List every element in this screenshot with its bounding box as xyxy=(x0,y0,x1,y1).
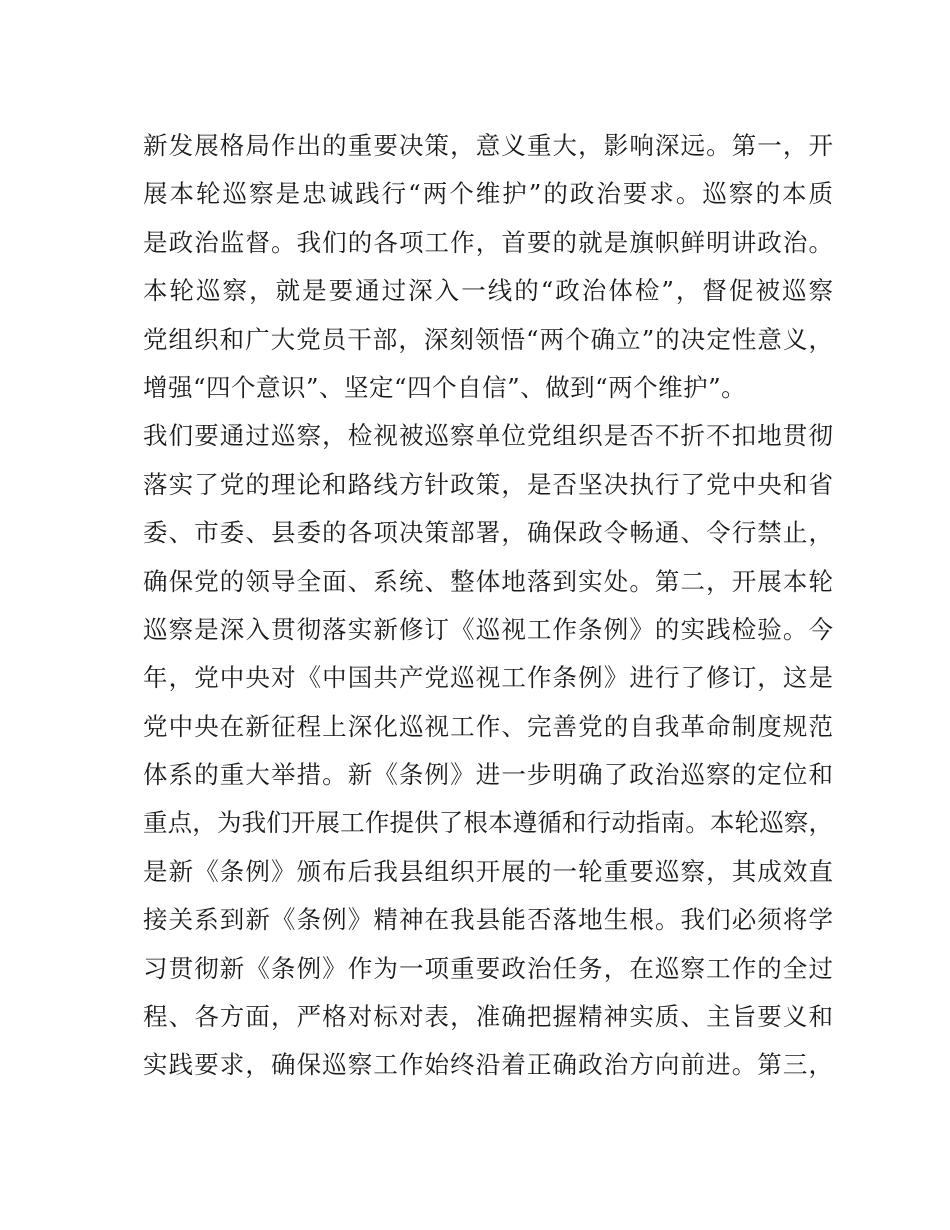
text-line-9: 委、市委、县委的各项决策部署，确保政令畅通、令行禁止， xyxy=(143,518,833,548)
text-line-11: 巡察是深入贯彻落实新修订《巡视工作条例》的实践检验。今 xyxy=(143,614,833,644)
text-line-12: 年，党中央对《中国共产党巡视工作条例》进行了修订，这是 xyxy=(143,663,833,693)
text-line-4: 本轮巡察，就是要通过深入一线的“政治体检”，督促被巡察 xyxy=(143,276,833,306)
text-line-20: 实践要求，确保巡察工作始终沿着正确政治方向前进。第三， xyxy=(143,1050,833,1080)
text-line-5: 党组织和广大党员干部，深刻领悟“两个确立”的决定性意义， xyxy=(143,324,833,354)
text-line-17: 接关系到新《条例》精神在我县能否落地生根。我们必须将学 xyxy=(143,905,833,935)
text-line-13: 党中央在新征程上深化巡视工作、完善党的自我革命制度规范 xyxy=(143,711,833,741)
text-line-6: 增强“四个意识”、坚定“四个自信”、做到“两个维护”。 xyxy=(143,372,747,402)
text-line-18: 习贯彻新《条例》作为一项重要政治任务，在巡察工作的全过 xyxy=(143,953,833,983)
text-line-8: 落实了党的理论和路线方针政策，是否坚决执行了党中央和省 xyxy=(143,469,833,499)
text-line-19: 程、各方面，严格对标对表，准确把握精神实质、主旨要义和 xyxy=(143,1002,833,1032)
text-line-15: 重点，为我们开展工作提供了根本遵循和行动指南。本轮巡察， xyxy=(143,808,833,838)
text-line-10: 确保党的领导全面、系统、整体地落到实处。第二，开展本轮 xyxy=(143,566,833,596)
text-line-7: 我们要通过巡察，检视被巡察单位党组织是否不折不扣地贯彻 xyxy=(143,421,833,451)
body-text xyxy=(143,122,833,1090)
text-line-3: 是政治监督。我们的各项工作，首要的就是旗帜鲜明讲政治。 xyxy=(143,227,833,257)
text-line-1: 新发展格局作出的重要决策，意义重大，影响深远。第一，开 xyxy=(143,131,833,160)
text-line-14: 体系的重大举措。新《条例》进一步明确了政治巡察的定位和 xyxy=(143,760,833,790)
text-line-16: 是新《条例》颁布后我县组织开展的一轮重要巡察，其成效直 xyxy=(143,856,833,886)
text-line-2: 展本轮巡察是忠诚践行“两个维护”的政治要求。巡察的本质 xyxy=(143,179,833,209)
